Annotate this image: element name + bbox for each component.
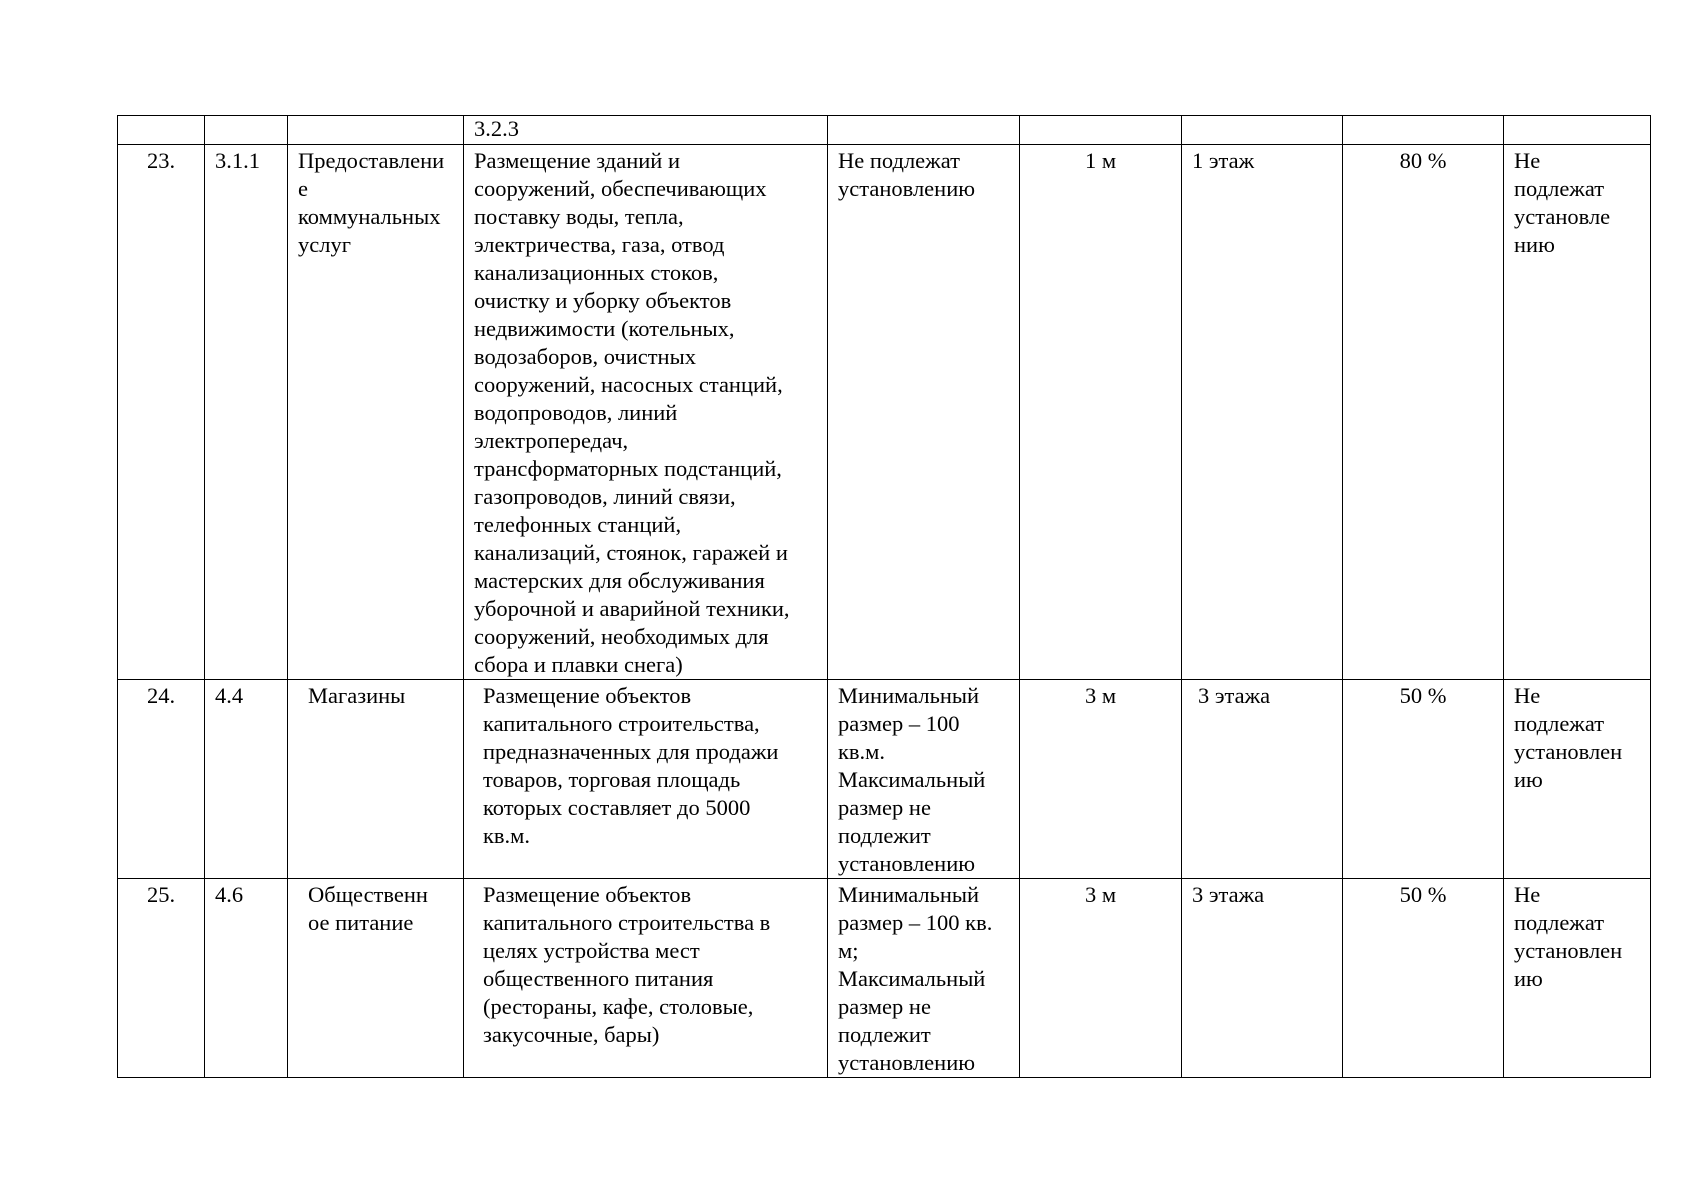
cell-coverage: 50 %: [1343, 879, 1504, 1078]
cell-plot-size: [828, 116, 1020, 145]
cell-num: [118, 116, 205, 145]
table-row: [118, 116, 1651, 145]
cell-code: [205, 116, 288, 145]
cell-floors: [1182, 116, 1343, 145]
cell-name: [288, 116, 464, 145]
table-row: [118, 879, 1651, 1078]
cell-coverage: 80 %: [1343, 145, 1504, 680]
cell-plot-size: Не подлежат установлению: [828, 145, 1020, 680]
cell-num: 25.: [118, 879, 205, 1078]
cell-plot-size: Минимальный размер – 100 кв. м; Максимальный размер не подлежит установлению: [828, 879, 1020, 1078]
table-row: [118, 145, 1651, 680]
cell-floors: 3 этажа: [1182, 680, 1343, 879]
cell-description: Размещение зданий и сооружений, обеспечивающих поставку воды, тепла, электричества, газа, отвод канализационных стоков, очистку и уборку объектов недвижимости (котельных, водозаборов, очистных сооружений, насосных станций, водопроводов, линий электропередач, трансформаторных подстанций, газопроводов, линий связи, телефонных станций, канализаций, стоянок, гаражей и мастерских для обслуживания уборочной и аварийной техники, сооружений, необходимых для сбора и плавки снега): [464, 145, 828, 680]
cell-code: 3.1.1: [205, 145, 288, 680]
cell-other: Не подлежат установлен ию: [1504, 879, 1651, 1078]
cell-coverage: 50 %: [1343, 680, 1504, 879]
regulations-table: [117, 115, 1651, 1078]
cell-other: Не подлежат установле нию: [1504, 145, 1651, 680]
cell-description: Размещение объектов капитального строительства, предназначенных для продажи товаров, торговая площадь которых составляет до 5000 кв.м.: [464, 680, 828, 879]
table-row: [118, 680, 1651, 879]
cell-code: 4.4: [205, 680, 288, 879]
cell-floors: 1 этаж: [1182, 145, 1343, 680]
cell-num: 24.: [118, 680, 205, 879]
cell-name: Общественн ое питание: [288, 879, 464, 1078]
cell-other: [1504, 116, 1651, 145]
cell-coverage: [1343, 116, 1504, 145]
cell-code: 4.6: [205, 879, 288, 1078]
cell-description: 3.2.3: [464, 116, 828, 145]
cell-setback: [1020, 116, 1182, 145]
cell-num: 23.: [118, 145, 205, 680]
cell-plot-size: Минимальный размер – 100 кв.м. Максимальный размер не подлежит установлению: [828, 680, 1020, 879]
cell-other: Не подлежат установлен ию: [1504, 680, 1651, 879]
cell-setback: 3 м: [1020, 879, 1182, 1078]
cell-description: Размещение объектов капитального строительства в целях устройства мест общественного питания (рестораны, кафе, столовые, закусочные, бары): [464, 879, 828, 1078]
cell-name: Предоставлени е коммунальных услуг: [288, 145, 464, 680]
cell-floors: 3 этажа: [1182, 879, 1343, 1078]
cell-name: Магазины: [288, 680, 464, 879]
cell-setback: 1 м: [1020, 145, 1182, 680]
cell-setback: 3 м: [1020, 680, 1182, 879]
